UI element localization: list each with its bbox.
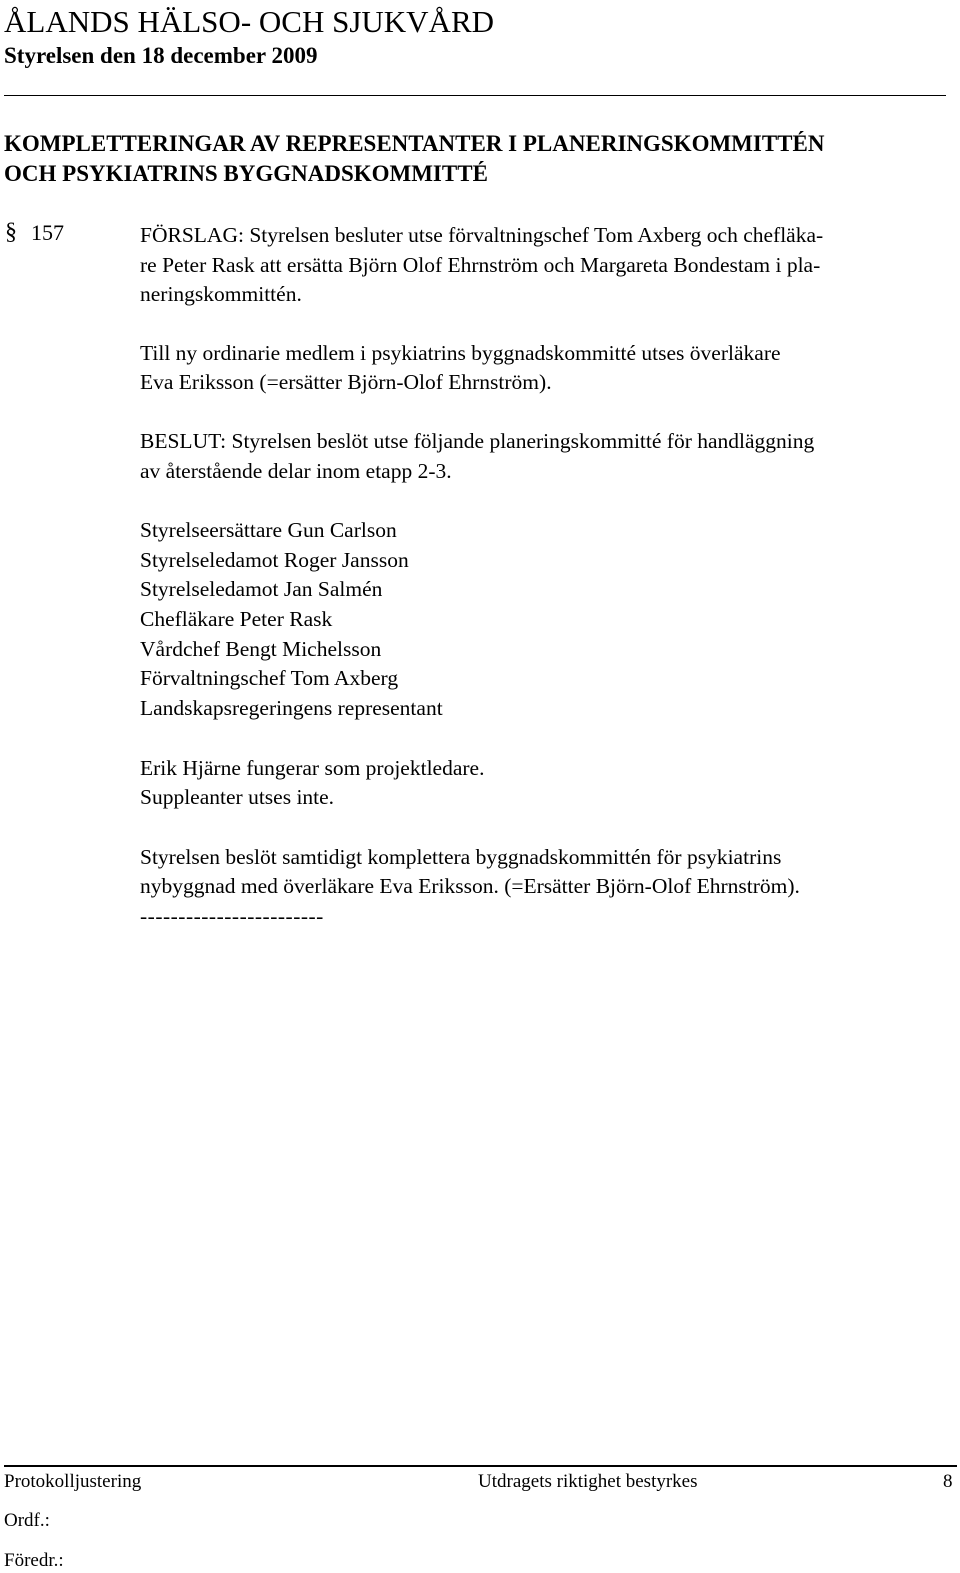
- header-divider: [4, 95, 946, 96]
- page-number: 8: [943, 1471, 953, 1492]
- presenter-signature-label: Föredr.:: [4, 1550, 64, 1571]
- note-line: Erik Hjärne fungerar som projektledare.: [140, 756, 485, 780]
- proposal-line: neringskommittén.: [140, 282, 302, 306]
- member-item: Landskapsregeringens representant: [140, 696, 443, 720]
- proposal-line: FÖRSLAG: Styrelsen besluter utse förvaltningschef Tom Axberg och chefläka-: [140, 223, 824, 247]
- member-item: Vårdchef Bengt Michelsson: [140, 637, 382, 661]
- decision-line: av återstående delar inom etapp 2-3.: [140, 459, 452, 483]
- document-heading-line-1: KOMPLETTERINGAR AV REPRESENTANTER I PLANERINGSKOMMITTÉN: [4, 131, 825, 156]
- document-heading-line-2: OCH PSYKIATRINS BYGGNADSKOMMITTÉ: [4, 161, 488, 186]
- member-item: Styrelseledamot Jan Salmén: [140, 577, 383, 601]
- supplement-line: Styrelsen beslöt samtidigt komplettera byggnadskommittén för psykiatrins: [140, 845, 782, 869]
- section-symbol: §: [5, 219, 17, 245]
- chair-signature-label: Ordf.:: [4, 1510, 50, 1531]
- member-item: Styrelseledamot Roger Jansson: [140, 548, 409, 572]
- member-item: Förvaltningschef Tom Axberg: [140, 666, 399, 690]
- paragraph-line: Till ny ordinarie medlem i psykiatrins byggnadskommitté utses överläkare: [140, 341, 781, 365]
- dashed-separator: ------------------------: [140, 904, 324, 928]
- item-number: 157: [31, 220, 64, 245]
- supplement-line: nybyggnad med överläkare Eva Eriksson. (=Ersätter Björn-Olof Ehrnström).: [140, 874, 800, 898]
- decision-line: BESLUT: Styrelsen beslöt utse följande planeringskommitté för handläggning: [140, 429, 815, 453]
- footer-certified-extract: Utdragets riktighet bestyrkes: [478, 1471, 698, 1492]
- member-item: Chefläkare Peter Rask: [140, 607, 333, 631]
- footer-divider: [4, 1465, 957, 1467]
- footer-protocol-check: Protokolljustering: [4, 1471, 142, 1492]
- organization-title: ÅLANDS HÄLSO- OCH SJUKVÅRD: [4, 4, 495, 39]
- meeting-date: Styrelsen den 18 december 2009: [4, 43, 318, 68]
- proposal-line: re Peter Rask att ersätta Björn Olof Ehrnström och Margareta Bondestam i pla-: [140, 253, 821, 277]
- paragraph-line: Eva Eriksson (=ersätter Björn-Olof Ehrnström).: [140, 370, 552, 394]
- member-item: Styrelseersättare Gun Carlson: [140, 518, 397, 542]
- note-line: Suppleanter utses inte.: [140, 785, 335, 809]
